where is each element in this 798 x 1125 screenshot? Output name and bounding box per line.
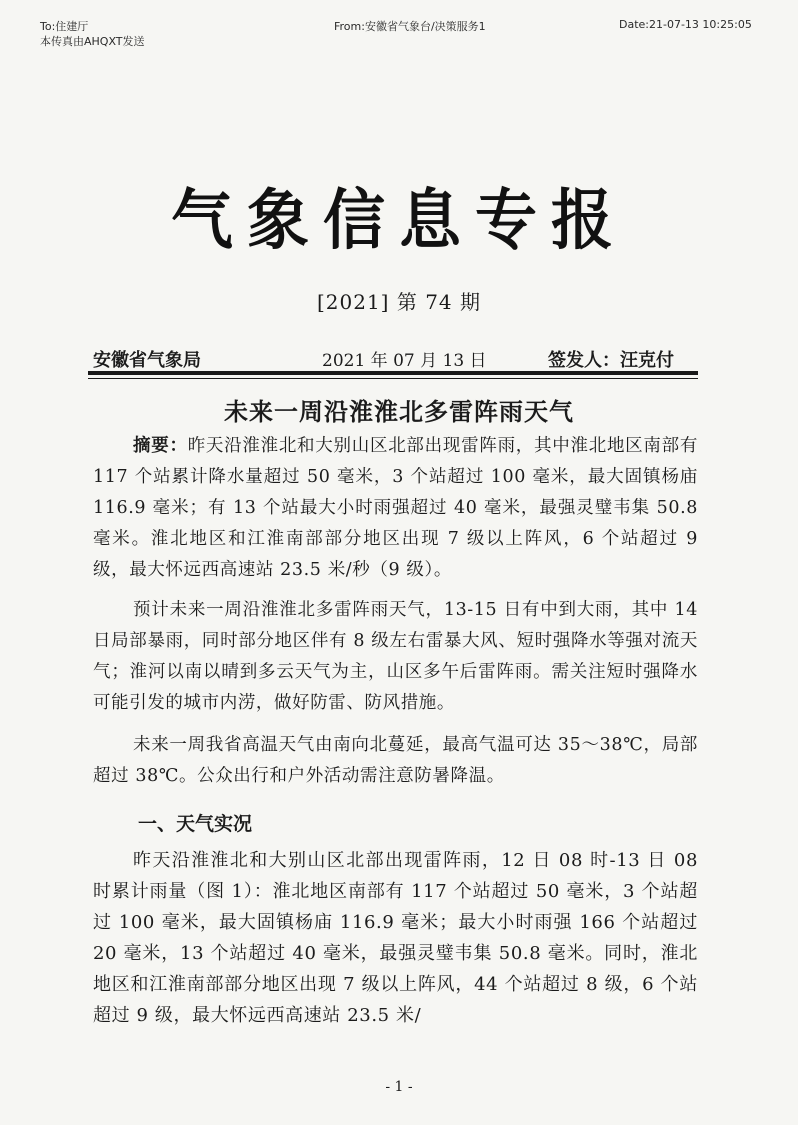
section-heading: 一、天气实况 bbox=[138, 813, 253, 835]
fax-recipient: To:住建厅 bbox=[40, 20, 89, 33]
signer: 签发人：汪克付 bbox=[548, 350, 674, 371]
document-title: 气象信息专报 bbox=[170, 181, 627, 259]
summary-paragraph bbox=[93, 431, 698, 586]
report-headline: 未来一周沿淮淮北多雷阵雨天气 bbox=[224, 398, 574, 426]
issue-number: [2021] 第 74 期 bbox=[316, 290, 482, 314]
page-number: - 1 - bbox=[385, 1079, 413, 1095]
heat-paragraph: 未来一周我省高温天气由南向北蔓延，最高气温可达 35～38℃，局部超过 38℃。公众出行和户外活动需注意防暑降温。 bbox=[93, 735, 698, 786]
header-rule-thick bbox=[88, 371, 698, 375]
fax-sender-note: 本传真由AHQXT发送 bbox=[40, 35, 145, 48]
summary-label: 摘要： bbox=[133, 436, 188, 456]
issue-date: 2021 年 07 月 13 日 bbox=[322, 351, 487, 371]
forecast-paragraph: 预计未来一周沿淮淮北多雷阵雨天气，13-15 日有中到大雨，其中 14 日局部暴雨，同时部分地区伴有 8 级左右雷暴大风、短时强降水等强对流天气；淮河以南以晴到多云天气为主，山区多午后雷阵雨。需关注短时强降水可能引发的城市内涝，做好防雷、防风措施。 bbox=[93, 600, 698, 713]
header-rule-thin bbox=[88, 378, 698, 379]
fax-from: From:安徽省气象台/决策服务1 bbox=[334, 20, 486, 33]
fax-date: Date:21-07-13 10:25:05 bbox=[619, 18, 752, 31]
section-paragraph: 昨天沿淮淮北和大别山区北部出现雷阵雨，12 日 08 时-13 日 08 时累计雨量（图 1）：淮北地区南部有 117 个站超过 50 毫米，3 个站超过 100 毫米，最大固镇杨庙 116.9 毫米；最大小时雨强 166 个站超过 20 毫米，13 个站超过 40 毫米，最强灵璧韦集 50.8 毫米。同时，淮北地区和江淮南部部分地区出现 7 级以上阵风，44 个站超过 8 级，6 个站超过 9 级，最大怀远西高速站 23.5 米/ bbox=[93, 850, 698, 1026]
summary-text: 昨天沿淮淮北和大别山区北部出现雷阵雨，其中淮北地区南部有 117 个站累计降水量超过 50 毫米，3 个站超过 100 毫米，最大固镇杨庙 116.9 毫米；有 13 个站最大小时雨强超过 40 毫米，最强灵璧韦集 50.8 毫米。淮北地区和江淮南部部分地区出现 7 级以上阵风，6 个站超过 9 级，最大怀远西高速站 23.5 米/秒（9 级）。 bbox=[93, 436, 698, 580]
issuing-organization: 安徽省气象局 bbox=[93, 350, 201, 371]
